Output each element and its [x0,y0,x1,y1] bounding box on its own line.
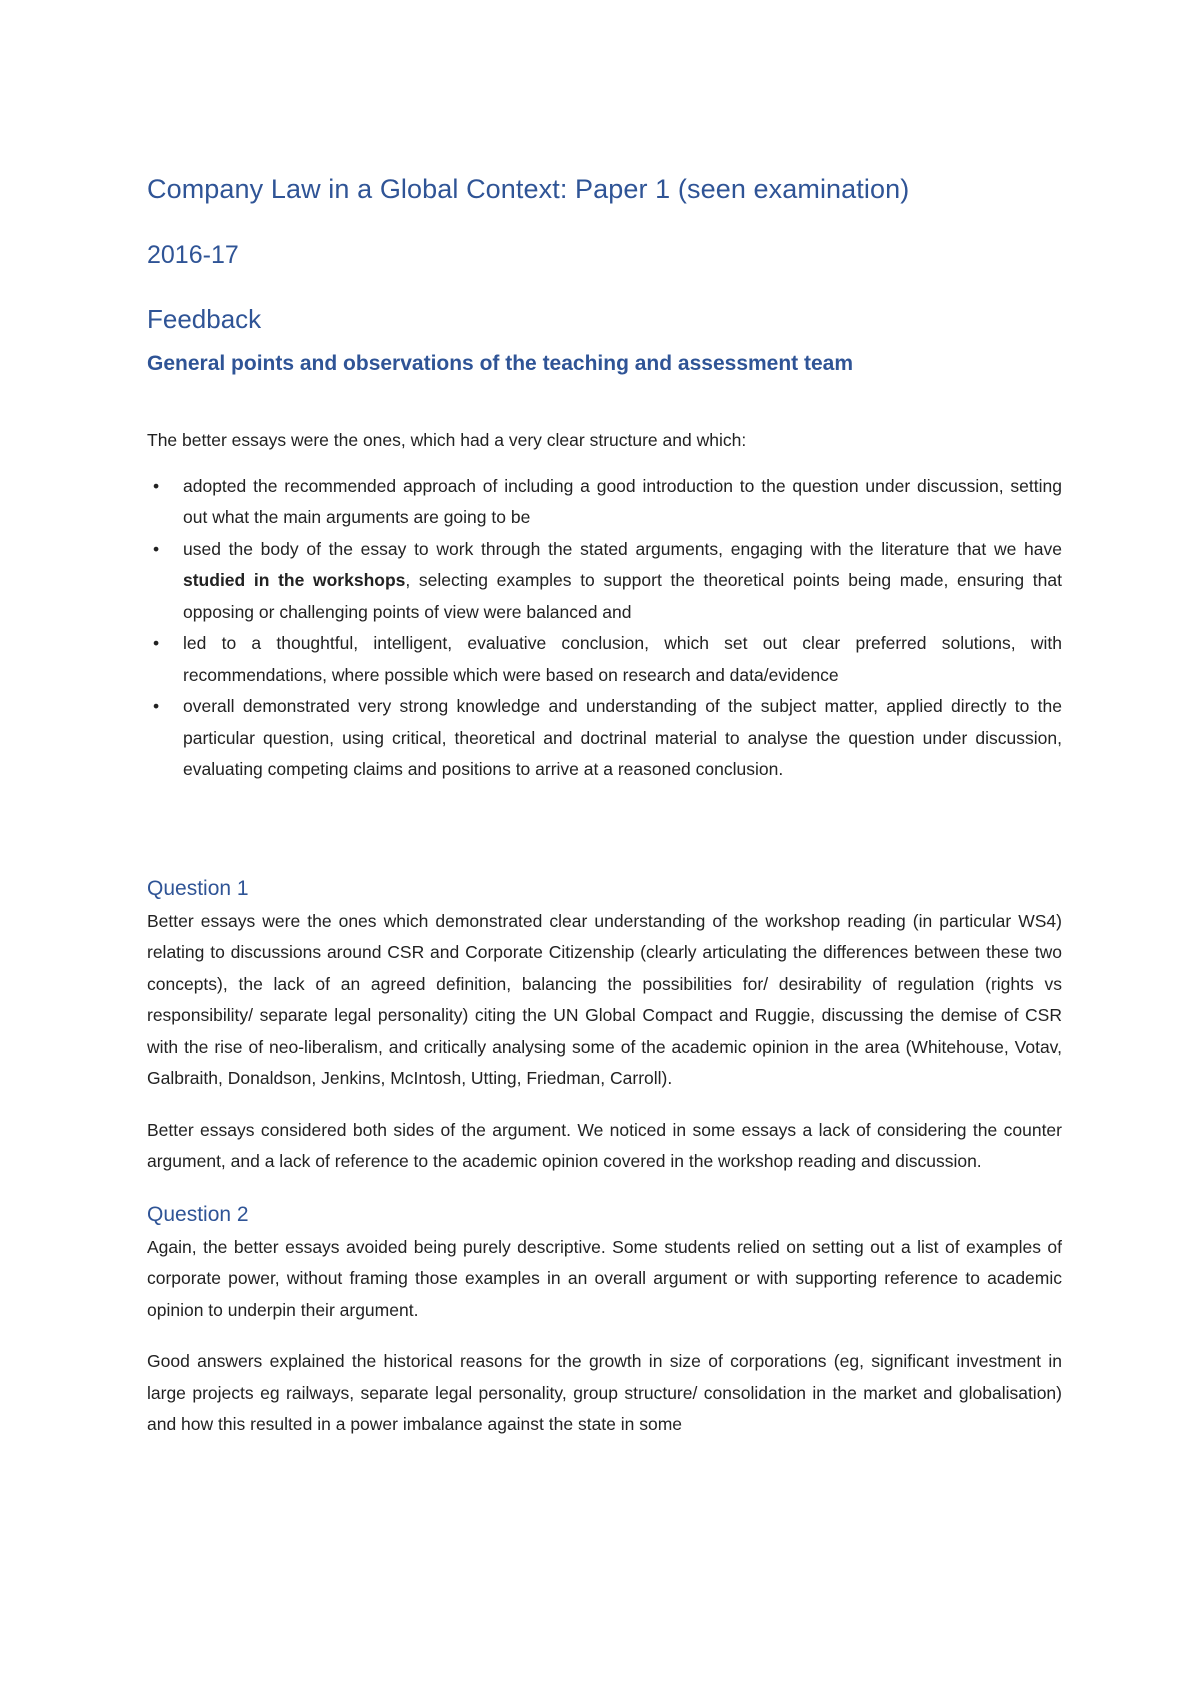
question-1-paragraph-2: Better essays considered both sides of the argument. We noticed in some essays a lack of considering the counter argument, and a lack of reference to the academic opinion covered in the workshop reading and discussion. [147,1119,1062,1171]
bullet-text-bold: studied in the workshops [183,570,406,590]
bullet-icon: • [153,475,160,496]
question-1-heading: Question 1 [147,876,249,900]
bullet-icon: • [153,696,160,716]
bullet-text-after: , selecting examples to support the theoretical points being made, ensuring that opposing or challenging points of view were balanced and [183,570,1062,622]
bullet-item [147,691,1062,786]
bullet-text-before: used the body of the essay to work through the stated arguments, engaging with the literature that we have [183,538,1062,559]
bullet-text: led to a thoughtful, intelligent, evaluative conclusion, which set out clear preferred solutions, with recommendations, where possible which were based on research and data/evidence [183,633,1062,685]
question-2-heading: Question 2 [147,1202,249,1226]
document-title: Company Law in a Global Context: Paper 1 (seen examination) [147,174,910,204]
intro-paragraph: The better essays were the ones, which had a very clear structure and which: [147,430,747,450]
bullet-icon: • [153,538,160,559]
subheading-general-points: General points and observations of the teaching and assessment team [147,352,854,375]
question-2-paragraph-2: Good answers explained the historical reasons for the growth in size of corporations (eg, significant investment in large projects eg railways, separate legal personality, group structure/ consolidation in the market and globalisation) and how this resulted in a power imbalance against the state in some [147,1351,1062,1434]
bullet-item [147,534,1062,629]
question-1-paragraph-1: Better essays were the ones which demonstrated clear understanding of the workshop reading (in particular WS4) relating to discussions around CSR and Corporate Citizenship (clearly articulating the differences between these two concepts), the lack of an agreed definition, balancing the possibilities for/ desirability of regulation (rights vs responsibility/ separate legal personality) citing the UN Global Compact and Ruggie, discussing the demise of CSR with the rise of neo-liberalism, and critically analysing some of the academic opinion in the area (Whitehouse, Votav, Galbraith, Donaldson, Jenkins, McIntosh, Utting, Friedman, Carroll). [147,910,1062,1088]
document-year: 2016-17 [147,241,239,269]
bullet-item [147,471,1062,534]
bullet-text: overall demonstrated very strong knowledge and understanding of the subject matter, applied directly to the particular question, using critical, theoretical and doctrinal material to analyse the question under discussion, evaluating competing claims and positions to arrive at a reasoned conclusion. [183,696,1062,779]
bullet-item [147,628,1062,691]
section-heading-feedback: Feedback [147,304,262,334]
bullet-text: adopted the recommended approach of including a good introduction to the question under discussion, setting out what the main arguments are going to be [183,475,1062,527]
bullet-icon: • [153,633,160,653]
bullet-list [147,471,1062,786]
question-2-paragraph-1: Again, the better essays avoided being purely descriptive. Some students relied on setting out a list of examples of corporate power, without framing those examples in an overall argument or with supporting reference to academic opinion to underpin their argument. [147,1236,1062,1320]
